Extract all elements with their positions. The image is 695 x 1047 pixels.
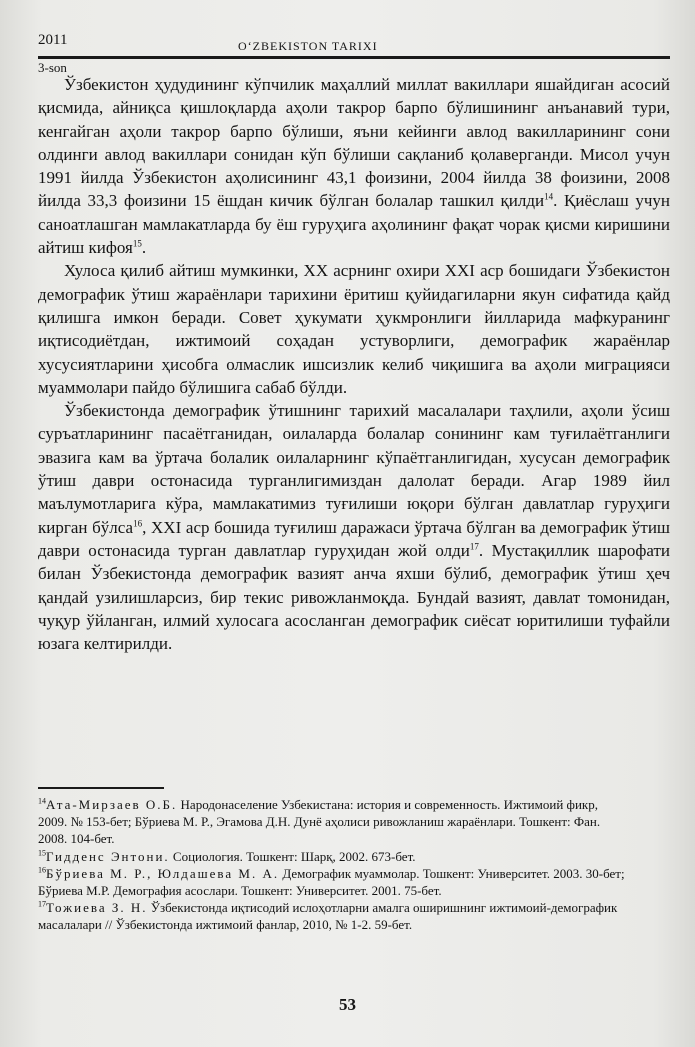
body-paragraph	[38, 73, 670, 259]
header-rule	[38, 56, 670, 59]
issue-number: 3-son	[38, 60, 67, 75]
paragraph-text: Ўзбекистонда демографик ўтишнинг тарихий масалалари таҳлили, аҳоли ўсиш суръатларининг пасаётганидан, оилаларда болалар сонининг кам туғилаётганлиги эвазига кам ва ўртача болалик оилаларнинг кўпаётганлигидан, хусусан демографик ўтиш даври остонасида турганлигимиздан далолат беради. Агар 1989 йил маълумотларига кўра, мамлакатимиз туғилиши юқори бўлган давлатлар гуруҳиги кирган бўлса	[38, 401, 670, 537]
footnote-text: Народонаселение Узбекистана: история и современность. Ижтимоий фикр, 2009. № 153-бет; Бўриева М. Р., Эгамова Д.Н. Дунё аҳолиси ривожланиш жараёнлари. Тошкент: Фан. 2008. 104-бет.	[38, 797, 601, 847]
journal-title: O‘ZBEKISTON TARIXI	[238, 39, 378, 53]
footnote-author: Ата-Мирзаев О.Б.	[46, 797, 178, 812]
footnote-author: Бўриева М. Р., Юлдашева М. А.	[46, 865, 280, 881]
footnote-item	[38, 796, 628, 848]
footnote-author: Гидденс Энтони.	[46, 848, 170, 864]
footnote-number: 16	[38, 865, 46, 875]
paragraph-text: . Мустақиллик шарофати билан Ўзбекистонда демографик вазият анча яхши бўлиб, демографик ўтиш ҳеч қандай узилишларсиз, бир текис ривожланмоқда. Бундай вазият, давлат томонидан, чуқур ўйланган, илмий хулосага асосланган демографик сиёсат юритилиши туфайли юзага келтирилди.	[38, 540, 670, 654]
footnote-number: 15	[38, 848, 46, 858]
body-text	[38, 73, 670, 655]
footnote-text: Ўзбекистонда иқтисодий ислоҳотларни амалга оширишнинг ижтимоий-демографик масалалари // Ўзбекистонда ижтимоий фанлар, 2010, № 1-2. 59-бет.	[38, 900, 618, 933]
body-paragraph	[38, 259, 670, 399]
paragraph-text: Хулоса қилиб айтиш мумкинки, ХХ асрнинг охири ХХI аср бошидаги Ўзбекистон демографик ўтиш жараёнлари тарихини ёритиш қуйидагиларни якун сифатида қайд қилишга имкон беради. Совет ҳукумати ҳукмронлиги йилларида мафкуранинг иқтисодиётдан, ижтимоий соҳадан устуворлиги, демографик жараёнлар хусусиятларини ҳисобга олмаслик ишсизлик келиб чиқишига ва аҳоли миграцияси муаммолари пайдо бўлишига сабаб бўлди.	[38, 261, 670, 397]
footnote-item	[38, 899, 628, 933]
footnote-reference[interactable]: 16	[133, 517, 143, 528]
footnote-reference[interactable]: 17	[469, 541, 479, 552]
footnote-text: Социология. Тошкент: Шарқ, 2002. 673-бет.	[169, 848, 416, 864]
footnote-divider	[38, 787, 164, 789]
paragraph-text: , ХХI аср бошида туғилиш даражаси ўртача бўлган ва демографик ўтиш даври остонасида турган давлатлар гуруҳидан жой олди	[38, 517, 671, 560]
body-paragraph	[38, 399, 670, 655]
page-number: 53	[339, 995, 356, 1014]
footnote-reference[interactable]: 14	[544, 191, 554, 202]
paragraph-text: . Қиёслаш учун саноатлашган мамлакатларда бу ёш гуруҳига аҳолининг фақат чорак қисми киришини айтиш кифоя	[38, 191, 670, 258]
footnote-number: 17	[38, 899, 46, 909]
paragraph-text: .	[141, 238, 147, 258]
footnote-text: Демографик муаммолар. Тошкент: Университет. 2003. 30-бет; Бўриева М.Р. Демография асослари. Тошкент: Университет. 2001. 75-бет.	[38, 865, 625, 899]
footnote-reference[interactable]: 15	[132, 238, 142, 249]
header-year: 2011	[38, 32, 68, 48]
footnote-number: 14	[38, 796, 46, 806]
paragraph-text: Ўзбекистон ҳудудининг кўпчилик маҳаллий миллат вакиллари яшайдиган асосий қисмида, айниқса қишлоқларда аҳоли такрор барпо бўлишининг анъанавий тури, кенгайган аҳоли такрор барпо бўлиши, яъни кейинги авлод вакилларининг сони олдинги авлод вакиллари сонидан кўп бўлиши сақланиб қолаверганди. Мисол учун 1991 йилда Ўзбекистон аҳолисининг 43,1 фоизини, 2004 йилда 38 фоизини, 2008 йилда 33,3 фоизини 15 ёшдан кичик бўлган болалар ташкил қилди	[38, 75, 670, 211]
footnote-author: Тожиева З. Н.	[46, 900, 148, 916]
footnote-item	[38, 865, 628, 899]
footnote-item	[38, 848, 628, 865]
footnotes	[38, 796, 628, 934]
running-header	[38, 30, 670, 62]
